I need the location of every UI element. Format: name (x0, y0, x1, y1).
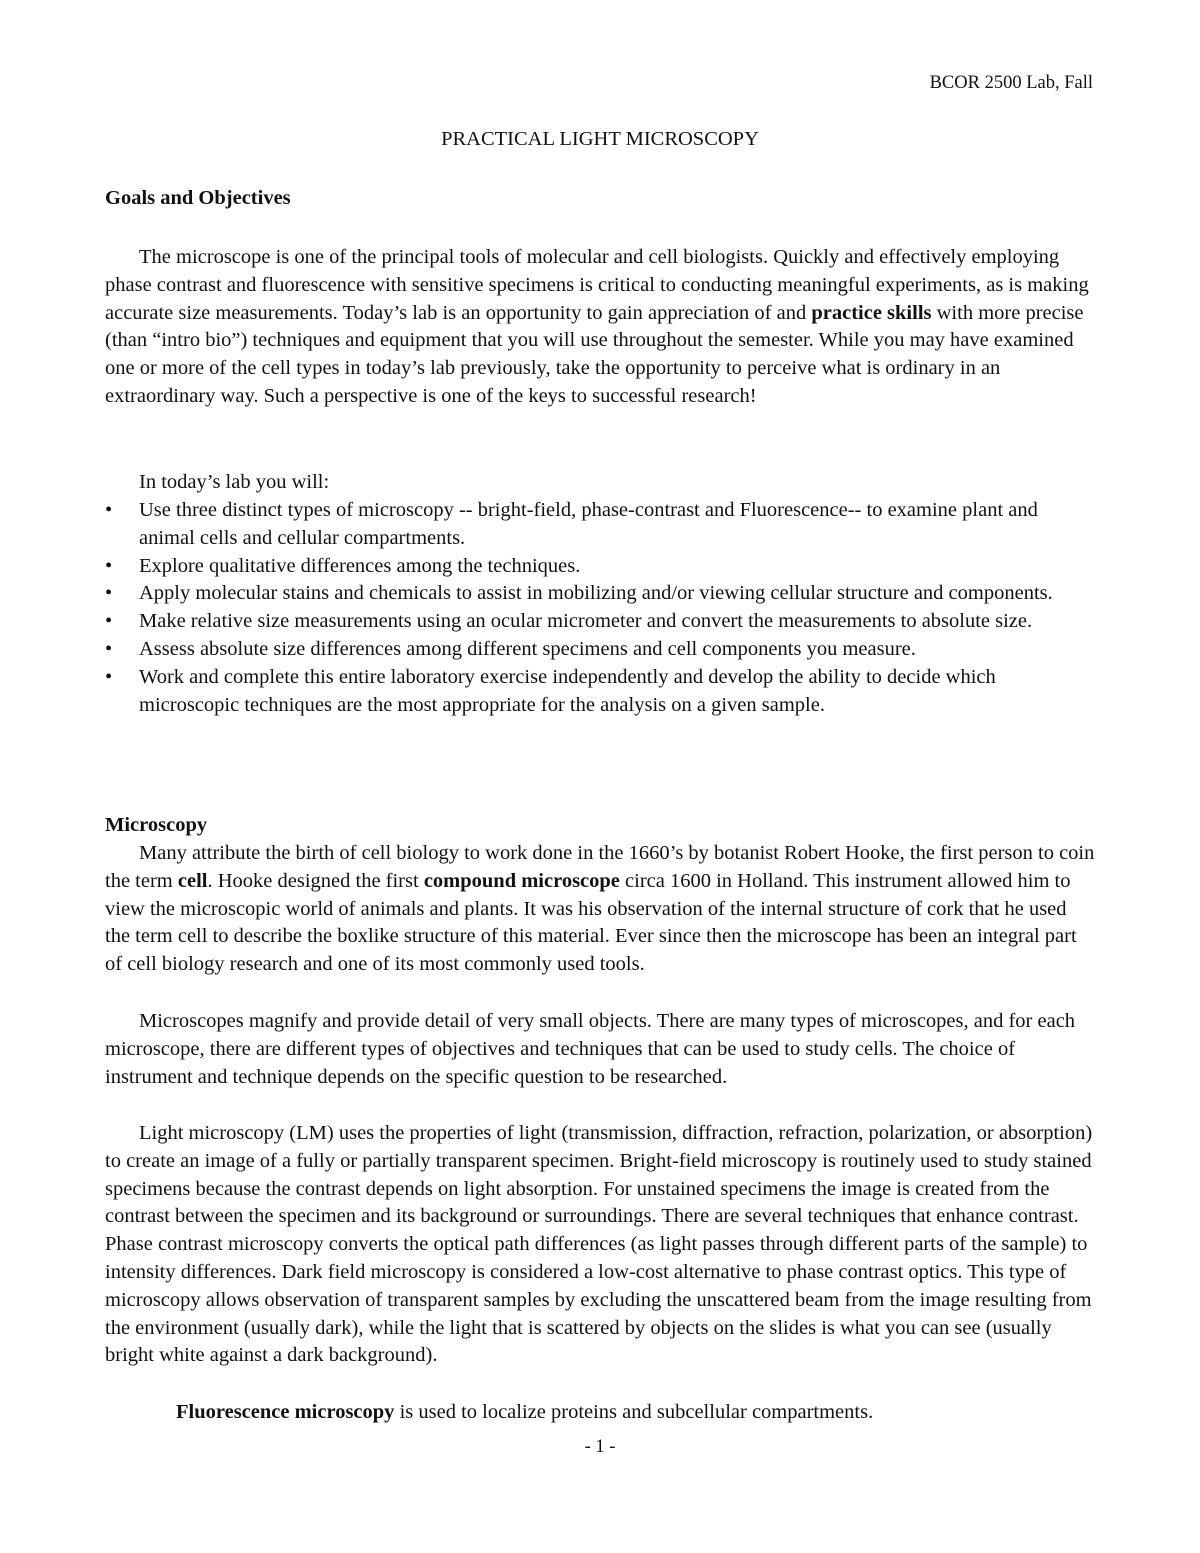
page-title: PRACTICAL LIGHT MICROSCOPY (441, 128, 759, 150)
list-item-text: Explore qualitative differences among the techniques. (139, 554, 581, 577)
microscopy-paragraph-1 (105, 840, 1095, 979)
objectives-intro: In today’s lab you will: (139, 471, 330, 493)
bullet-icon: • (105, 637, 113, 660)
microscopy-p4-text: is used to localize proteins and subcellular compartments. (394, 1401, 874, 1423)
list-item (105, 553, 1095, 581)
list-item (105, 608, 1095, 636)
section-heading-goals: Goals and Objectives (105, 187, 291, 209)
list-item-text: Work and complete this entire laboratory exercise independently and develop the ability to decide which microscopic techniques are the most appropriate for the analysis on a given sample. (139, 665, 996, 716)
section-heading-microscopy: Microscopy (105, 814, 208, 836)
running-header: BCOR 2500 Lab, Fall (929, 73, 1093, 93)
bullet-icon: • (105, 582, 113, 605)
bullet-icon: • (105, 665, 113, 688)
list-item (105, 636, 1095, 664)
microscopy-p1-text-2: . Hooke designed the first (207, 869, 424, 892)
list-item (105, 580, 1095, 608)
page-number: - 1 - (584, 1437, 616, 1457)
cell-term-bold: cell (177, 869, 208, 892)
microscopy-paragraph-3: Light microscopy (LM) uses the properties of light (transmission, diffraction, refraction, polarization, or absorption) to create an image of a fully or partially transparent specimen. Bright-field microscopy is routinely used to study stained specimens because the contrast depends on light absorption. For unstained specimens the image is created from the contrast between the specimen and its background or surroundings. There are several techniques that enhance contrast. Phase contrast microscopy converts the optical path differences (as light passes through different parts of the sample) to intensity differences. Dark field microscopy is considered a low-cost alternative to phase contrast optics. This type of microscopy allows observation of transparent samples by excluding the unscattered beam from the image resulting from the environment (usually dark), while the light that is scattered by objects on the slides is what you can see (usually bright white against a dark background). (105, 1122, 1093, 1367)
list-item-text: Make relative size measurements using an ocular micrometer and convert the measurements to absolute size. (139, 610, 1033, 633)
objectives-list (105, 497, 1095, 719)
goals-paragraph-text-1: The microscope is one of the principal tools of molecular and cell biologists. Quickly and effectively employing phase contrast and fluorescence with sensitive specimens is critical to conducting meaningful experiments, as is making accurate size measurements. Today’s lab is an opportunity to gain appreciation of and (105, 246, 1089, 324)
microscopy-p1-text-3: circa 1600 in Holland. This instrument allowed him to view the microscopic world of animals and plants. It was his observation of the internal structure of cork that he used the term cell to describe the boxlike structure of this material. Ever since then the microscope has been an integral part of cell biology research and one of its most commonly used tools. (105, 869, 1077, 976)
microscopy-p1-text-1: Many attribute the birth of cell biology to work done in the 1660’s by botanist Robert Hooke, the first person to coin the term (105, 842, 1095, 892)
fluorescence-microscopy-bold: Fluorescence microscopy (176, 1401, 395, 1423)
compound-microscope-bold: compound microscope (423, 869, 620, 892)
list-item (105, 664, 1095, 720)
microscopy-paragraph-4 (105, 1399, 1095, 1427)
list-item-text: Use three distinct types of microscopy -- bright-field, phase-contrast and Fluorescence-- to examine plant and animal cells and cellular compartments. (139, 499, 1038, 549)
goals-paragraph (105, 244, 1095, 411)
bullet-icon: • (105, 499, 113, 521)
list-item-text: Apply molecular stains and chemicals to assist in mobilizing and/or viewing cellular structure and components. (139, 582, 1053, 605)
microscopy-paragraph-2: Microscopes magnify and provide detail of very small objects. There are many types of microscopes, and for each microscope, there are different types of objectives and techniques that can be used to study cells. The choice of instrument and technique depends on the specific question to be researched. (105, 1010, 1076, 1088)
bullet-icon: • (105, 554, 113, 577)
goals-paragraph-text-2: with more precise (than “intro bio”) techniques and equipment that you will use throughout the semester. While you may have examined one or more of the cell types in today’s lab previously, take the opportunity to perceive what is ordinary in an extraordinary way. Such a perspective is one of the keys to successful research! (105, 301, 1084, 407)
practice-skills-bold: practice skills (811, 301, 932, 324)
list-item (105, 497, 1095, 553)
bullet-icon: • (105, 610, 113, 633)
list-item-text: Assess absolute size differences among different specimens and cell components you measure. (139, 637, 916, 660)
